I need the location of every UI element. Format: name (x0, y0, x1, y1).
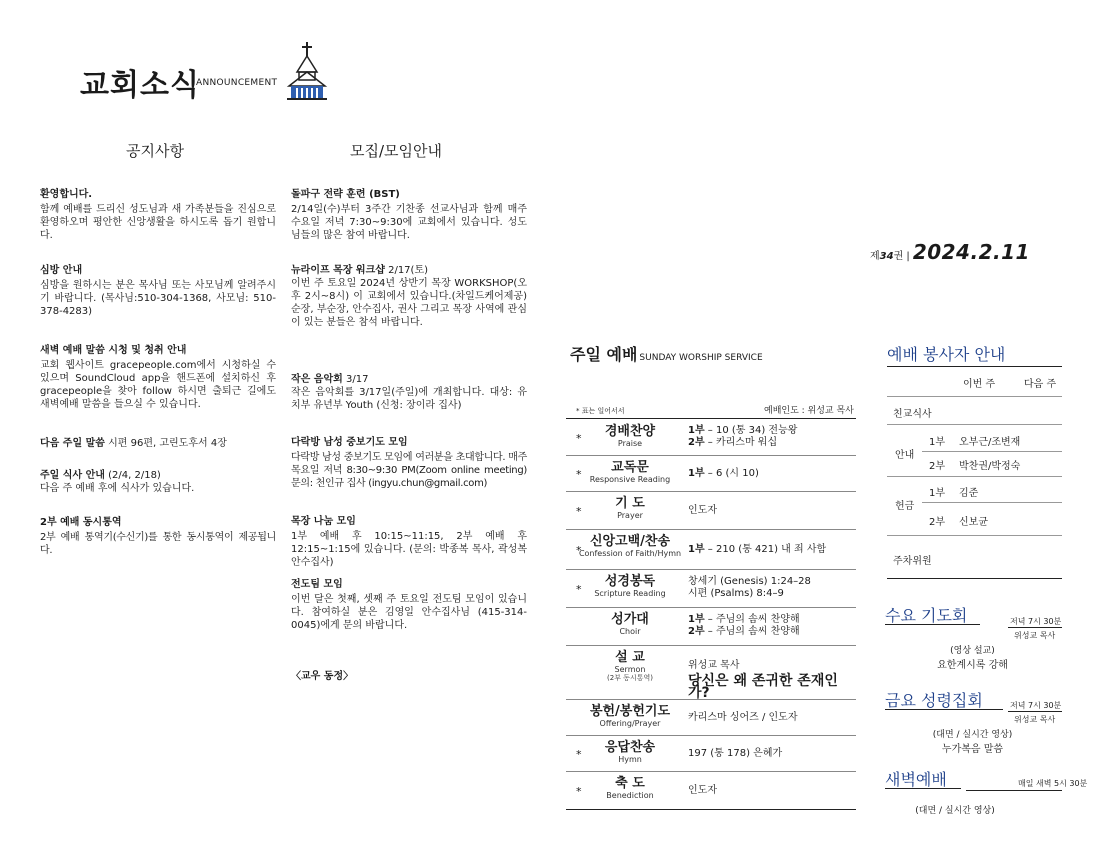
worship-row (566, 570, 856, 608)
recruit-heading: 모집/모임안내 (350, 142, 442, 160)
worship-item-korean: 기 도 (615, 496, 645, 511)
wednesday-title: 수요 기도회 (885, 606, 968, 625)
standing-mark: * (576, 748, 582, 761)
divider (887, 366, 1062, 367)
worship-item-name (574, 776, 686, 800)
divider (885, 624, 980, 625)
volunteers-title: 예배 봉사자 안내 (887, 345, 1006, 364)
worship-row (566, 530, 856, 570)
worship-item-english: Prayer (617, 511, 643, 520)
notice-next-sermon: 다음 주일 말씀 시편 96편, 고린도후서 4장 (40, 438, 227, 449)
detail-text: 인도자 (688, 504, 717, 516)
offering-part: 1부 (929, 488, 946, 499)
worship-title: 주일 예배 SUNDAY WORSHIP SERVICE (570, 345, 763, 364)
offering-part: 2부 (929, 517, 946, 528)
offering-names: 신보균 (959, 517, 988, 528)
standing-mark: * (576, 544, 582, 557)
worship-item-english: Sermon (614, 665, 646, 674)
divider (922, 451, 1062, 452)
worship-item-korean: 설 교 (615, 650, 645, 665)
worship-item-name (574, 740, 686, 764)
worship-item-english: Scripture Reading (594, 589, 666, 598)
worship-item-detail (688, 425, 797, 449)
friday-time: 저녁 7시 30분 (1010, 701, 1062, 710)
usher-part: 1부 (929, 437, 946, 448)
sermon-title: 당신은 왜 존귀한 존재인가? (688, 673, 838, 701)
worship-row (566, 456, 856, 492)
divider (566, 418, 856, 419)
worship-item-english: Benediction (606, 791, 654, 800)
col-next-week: 다음 주 (1024, 379, 1057, 390)
detail-text: 인도자 (688, 784, 717, 796)
worship-item-detail (688, 660, 856, 699)
recruit-member-news: 〈교우 동정〉 (291, 671, 354, 682)
notice-welcome: 환영합니다. 함께 예배를 드리신 성도님과 새 가족분들을 진심으로 환영하오며 평안한 신앙생활을 하시도록 돕기 원합니다. (40, 189, 276, 241)
detail-text: – 주님의 솜씨 찬양해 (704, 626, 800, 637)
worship-item-english: Hymn (618, 755, 642, 764)
recruit-sharing: 목장 나눔 모임 1부 예배 후 10:15~11:15, 2부 예배 후 12:15~1:15에 있습니다. (문의: 박종복 목사, 곽성복 안수집사) (291, 516, 527, 568)
divider (887, 424, 1062, 425)
worship-item-korean: 성가대 (611, 612, 649, 627)
divider (887, 476, 1062, 477)
church-icon (285, 42, 329, 100)
wednesday-pastor: 위성교 목사 (1014, 631, 1056, 640)
worship-row (566, 608, 856, 646)
worship-leader: 예배인도 : 위성교 목사 (764, 406, 854, 416)
worship-row (566, 736, 856, 772)
notice-meal: 주일 식사 안내 (2/4, 2/18) 다음 주 예배 후에 식사가 있습니다. (40, 470, 195, 494)
worship-item-name (574, 496, 686, 520)
worship-item-name (574, 704, 686, 728)
issue-date: 제34권 | 2024.2.11 (870, 240, 1030, 264)
service-part: 1부 (688, 467, 705, 479)
detail-text: – 카리스마 워십 (704, 437, 778, 448)
worship-row (566, 772, 856, 810)
detail-text: 창세기 (Genesis) 1:24–28 (688, 576, 811, 587)
dawn-time: 매일 새벽 5시 30분 (1018, 779, 1088, 788)
usher-names: 오부근/조변재 (959, 437, 1021, 448)
offering-label: 헌금 (895, 501, 915, 512)
fellowship-label: 친교식사 (893, 409, 932, 420)
detail-text: 카리스마 싱어즈 / 인도자 (688, 711, 798, 723)
detail-text: – 주님의 솜씨 찬양해 (704, 614, 800, 625)
worship-item-detail (688, 614, 800, 638)
wednesday-note: (영상 설교) (950, 646, 995, 656)
page-subtitle: ANNOUNCEMENT (196, 78, 278, 88)
friday-topic: 누가복음 말씀 (941, 744, 1004, 755)
worship-item-detail (688, 785, 717, 797)
recruit-prayer-meeting: 다락방 남성 중보기도 모임 다락방 남성 중보기도 모임에 여러분을 초대합니다. 매주 목요일 저녁 8:30~9:30 PM(Zoom online meeting) 문의: 천인규 집사 (ingyu.chun@gmail.com) (291, 437, 527, 489)
worship-item-note: (2부 동시통역) (607, 674, 653, 682)
friday-pastor: 위성교 목사 (1014, 715, 1056, 724)
worship-item-korean: 응답찬송 (604, 740, 656, 755)
divider (1008, 711, 1062, 712)
divider (566, 809, 856, 810)
standing-mark: * (576, 468, 582, 481)
service-part: 2부 (688, 437, 705, 448)
notice-dawn-service: 새벽 예배 말씀 시청 및 청취 안내 교회 웹사이트 gracepeople.com에서 시청하실 수 있으며 SoundCloud app을 핸드폰에 설치하신 후 gracepeople을 찾아 follow 하시면 출퇴근 길에도 새벽예배 말씀을 들으실 수 있습니다. (40, 345, 276, 410)
notice-interpretation: 2부 예배 동시통역 2부 예배 통역기(수신기)를 통한 동시통역이 제공됩니다. (40, 517, 276, 556)
worship-item-name (574, 612, 686, 636)
standing-mark: * (576, 432, 582, 445)
notice-visitation: 심방 안내 심방을 원하시는 분은 목사님 또는 사모님께 알려주시기 바랍니다. (목사님:510-304-1368, 사모님: 510-378-4283) (40, 265, 276, 317)
friday-note: (대면 / 실시간 영상) (932, 730, 1013, 740)
worship-item-english: Confession of Faith/Hymn (578, 549, 682, 558)
page-title: 교회소식 (80, 68, 200, 103)
worship-item-detail (688, 712, 798, 724)
worship-item-korean: 축 도 (615, 776, 645, 791)
worship-item-english: Praise (617, 439, 643, 448)
worship-item-detail (688, 576, 811, 600)
worship-item-korean: 경배찬양 (604, 424, 656, 439)
detail-text: – 210 (통 421) 내 죄 사함 (704, 543, 827, 555)
worship-item-korean: 봉헌/봉헌기도 (589, 704, 671, 719)
worship-row (566, 420, 856, 456)
usher-part: 2부 (929, 461, 946, 472)
divider (885, 709, 1003, 710)
wednesday-topic: 요한계시록 강해 (937, 660, 1008, 671)
wednesday-time: 저녁 7시 30분 (1010, 617, 1062, 626)
worship-item-korean: 교독문 (611, 460, 649, 475)
service-part: 1부 (688, 614, 705, 625)
worship-item-korean: 신앙고백/찬송 (589, 534, 671, 549)
detail-text: 197 (통 178) 은혜가 (688, 747, 783, 759)
recruit-bst: 돌파구 전략 훈련 (BST) 2/14일(수)부터 3주간 기찬종 선교사님과 함께 매주 수요일 저녁 7:30~9:30에 교회에서 있습니다. 성도님들의 많은 참여 바랍니다. (291, 189, 527, 241)
worship-item-detail (688, 748, 782, 760)
standing-mark: * (576, 583, 582, 596)
recruit-workshop: 뉴라이프 목장 워크샵 2/17(토) 이번 주 토요일 2024년 상반기 목장 WORKSHOP(오후 2시~8시) 이 교회에서 있습니다.(차일드케어제공) 순장, 부순장, 안수집사, 권사 그리고 목장 사역에 관심이 있는 분들은 참석 바랍니다. (291, 265, 527, 328)
divider (922, 502, 1062, 503)
worship-row (566, 700, 856, 736)
usher-names: 박찬권/박정숙 (959, 461, 1021, 472)
service-part: 2부 (688, 626, 705, 637)
notices-heading: 공지사항 (126, 142, 184, 160)
col-this-week: 이번 주 (963, 379, 996, 390)
divider (887, 535, 1062, 536)
standing-mark: * (576, 505, 582, 518)
worship-item-name (574, 650, 686, 683)
worship-item-name (574, 460, 686, 484)
worship-item-name (574, 534, 686, 558)
divider (887, 396, 1062, 397)
worship-item-detail (688, 505, 717, 517)
usher-label: 안내 (895, 450, 915, 461)
worship-item-english: Offering/Prayer (599, 719, 661, 728)
detail-text: – 10 (통 34) 전능왕 (704, 425, 798, 436)
standing-note: * 표는 일어서서 (576, 407, 625, 415)
divider (1008, 627, 1062, 628)
parking-label: 주차위원 (893, 556, 932, 567)
detail-text: – 6 (시 10) (704, 467, 759, 479)
service-part: 1부 (688, 543, 705, 555)
divider (885, 788, 961, 789)
service-part: 1부 (688, 425, 705, 436)
divider (887, 578, 1062, 579)
detail-text: 위성교 목사 (688, 660, 740, 671)
worship-item-detail (688, 544, 826, 556)
worship-item-name (574, 424, 686, 448)
offering-names: 김준 (959, 488, 979, 499)
detail-text: 시편 (Psalms) 8:4–9 (688, 588, 784, 599)
worship-item-name (574, 574, 686, 598)
recruit-evangelism: 전도팀 모임 이번 달은 첫째, 셋째 주 토요일 전도팀 모임이 있습니다. 참여하실 분은 김영일 안수집사님 (415-314-0045)에게 문의 바랍니다. (291, 579, 527, 631)
worship-row (566, 492, 856, 530)
recruit-concert: 작은 음악회 3/17 작은 음악회를 3/17일(주일)에 개최합니다. 대상: 유치부 유년부 Youth (신청: 장이라 집사) (291, 374, 527, 411)
standing-mark: * (576, 785, 582, 798)
dawn-title: 새벽예배 (885, 770, 947, 789)
worship-item-detail (688, 468, 759, 480)
dawn-note: (대면 / 실시간 영상) (915, 806, 995, 816)
worship-item-english: Choir (619, 627, 641, 636)
divider (966, 790, 1062, 791)
worship-item-english: Responsive Reading (589, 475, 671, 484)
friday-title: 금요 성령집회 (885, 691, 983, 710)
worship-item-korean: 성경봉독 (604, 574, 656, 589)
worship-row (566, 646, 856, 700)
